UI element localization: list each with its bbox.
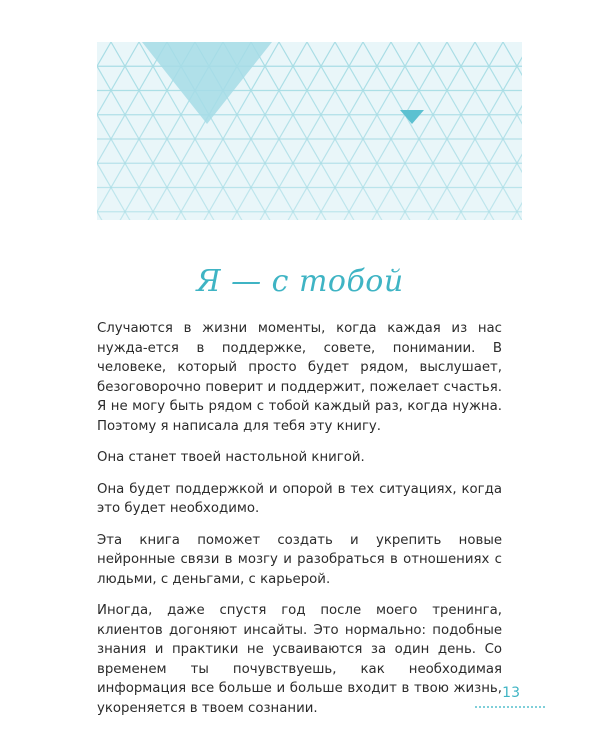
paragraph: Она станет твоей настольной книгой. [97,450,365,465]
paragraph: Случаются в жизни моменты, когда каждая из нас нужда-ется в поддержке, совете, понимании. В человеке, который просто будет рядом, выслушает, безоговорочно поверит и поддержит, пожелает счастья. Я не могу быть рядом с тобой каждый раз, когда нужна. Поэтому я написала для тебя эту книгу. [97,321,502,434]
large-triangle-shape [142,42,272,124]
paragraph: Иногда, даже спустя год после моего тренинга, клиентов догоняют инсайты. Это нормально: подобные знания и практики не усваиваются за один день. Со временем ты почувствуешь, как необходимая информация все больше и больше входит в твою жизнь, укореняется в твоем сознании. [97,603,502,716]
page-number-divider [475,706,545,708]
triangle-pattern [97,42,522,220]
chapter-title: Я — с тобой [196,264,404,299]
decorative-banner [97,42,522,220]
paragraph: Эта книга поможет создать и укрепить новые нейронные связи в мозгу и разобраться в отношениях с людьми, с деньгами, с карьерой. [97,532,502,587]
page-number: 13 [502,685,520,701]
body-text [97,319,502,730]
paragraph: Она будет поддержкой и опорой в тех ситуациях, когда это будет необходимо. [97,481,502,516]
